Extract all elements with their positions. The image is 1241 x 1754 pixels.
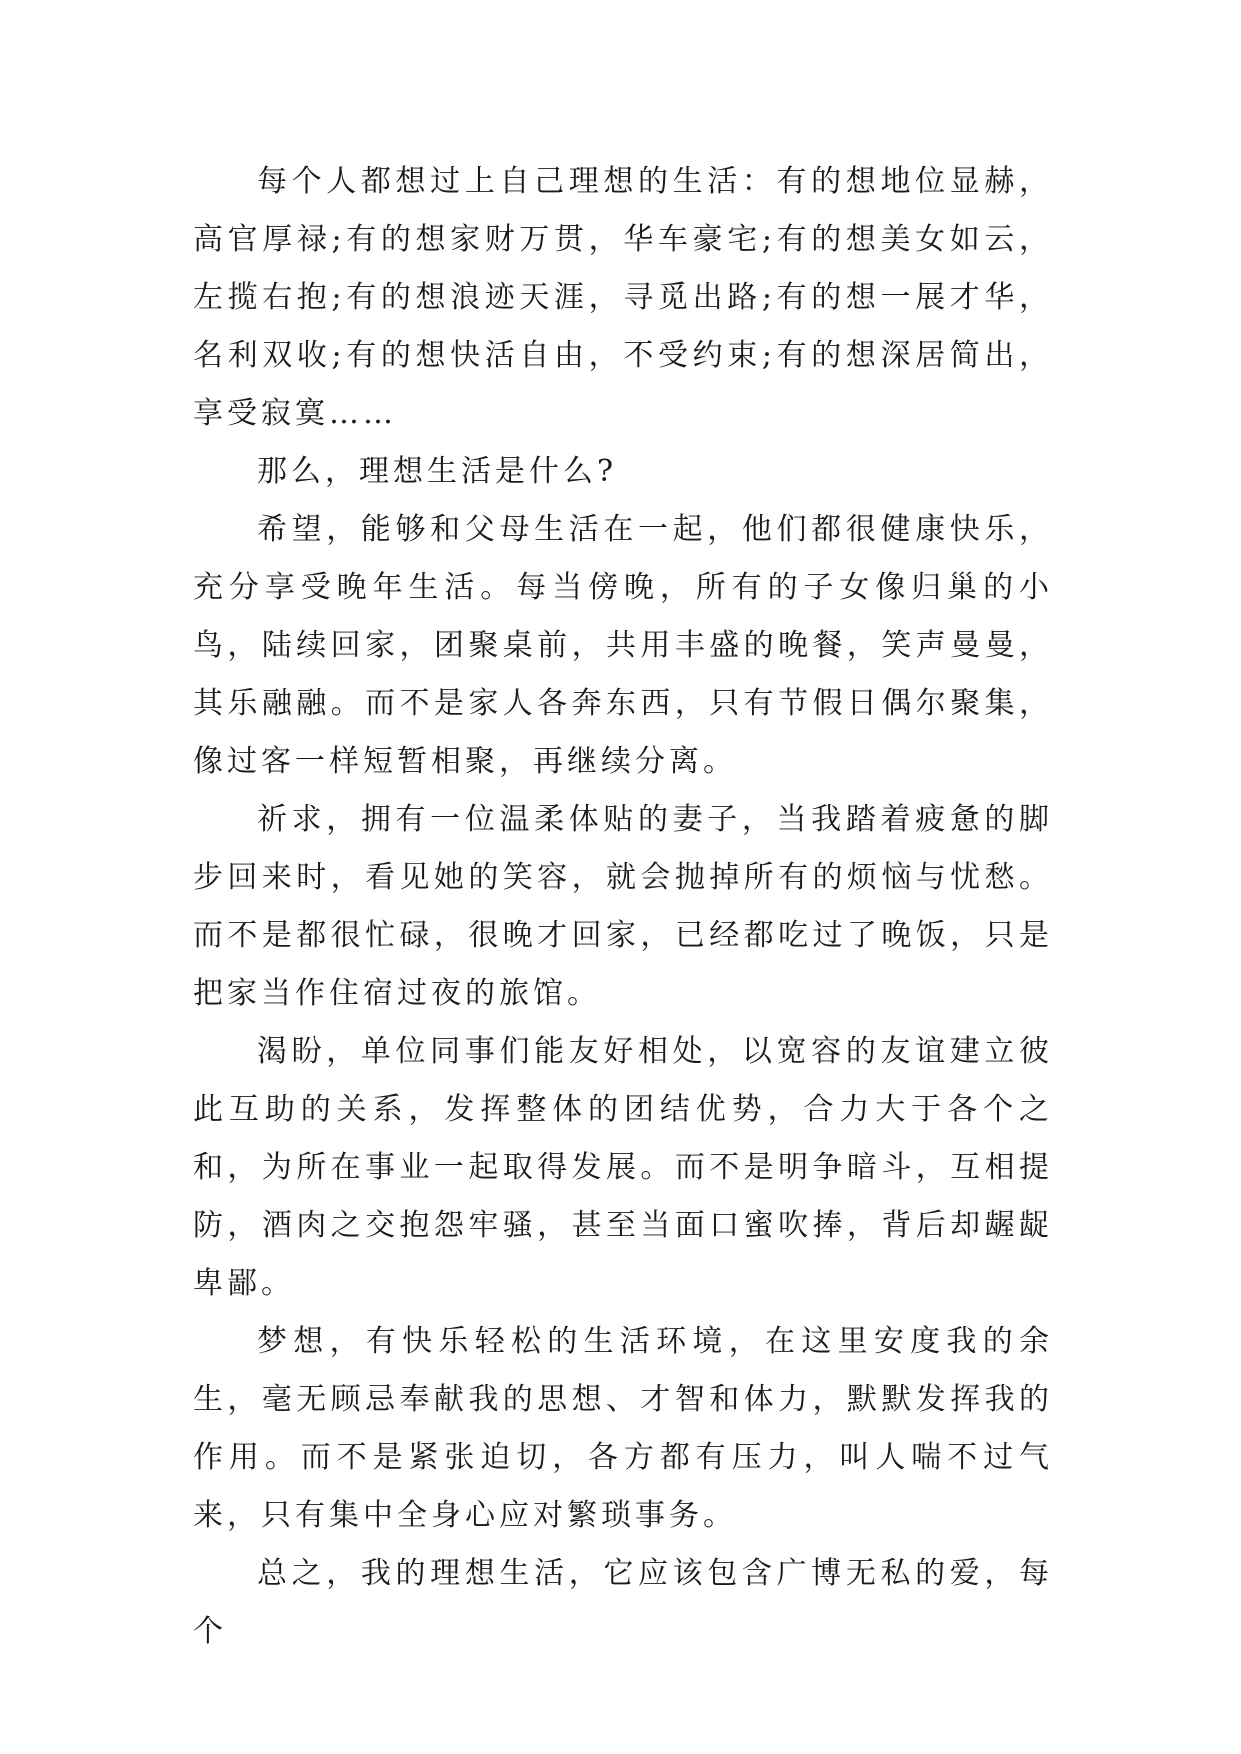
paragraph: 祈求，拥有一位温柔体贴的妻子，当我踏着疲惫的脚步回来时，看见她的笑容，就会抛掉所有的烦恼与忧愁。而不是都很忙碌，很晚才回家，已经都吃过了晚饭，只是把家当作住宿过夜的旅馆。	[193, 802, 1053, 1011]
paragraph: 梦想，有快乐轻松的生活环境，在这里安度我的余生，毫无顾忌奉献我的思想、才智和体力，默默发挥我的作用。而不是紧张迫切，各方都有压力，叫人喘不过气来，只有集中全身心应对繁琐事务。	[193, 1324, 1053, 1533]
document-body	[193, 153, 1053, 1661]
paragraph: 希望，能够和父母生活在一起，他们都很健康快乐，充分享受晚年生活。每当傍晚，所有的子女像归巢的小鸟，陆续回家，团聚桌前，共用丰盛的晚餐，笑声曼曼，其乐融融。而不是家人各奔东西，只有节假日偶尔聚集，像过客一样短暂相聚，再继续分离。	[193, 512, 1053, 779]
paragraph: 总之，我的理想生活，它应该包含广博无私的爱，每个	[193, 1556, 1053, 1649]
paragraph: 那么，理想生活是什么?	[257, 454, 618, 489]
paragraph: 每个人都想过上自己理想的生活：有的想地位显赫，高官厚禄;有的想家财万贯，华车豪宅;有的想美女如云，左揽右抱;有的想浪迹天涯，寻觅出路;有的想一展才华，名利双收;有的想快活自由，不受约束;有的想深居简出，享受寂寞……	[193, 164, 1053, 431]
paragraph: 渴盼，单位同事们能友好相处，以宽容的友谊建立彼此互助的关系，发挥整体的团结优势，合力大于各个之和，为所在事业一起取得发展。而不是明争暗斗，互相提防，酒肉之交抱怨牢骚，甚至当面口蜜吹捧，背后却龌龊卑鄙。	[193, 1034, 1053, 1301]
